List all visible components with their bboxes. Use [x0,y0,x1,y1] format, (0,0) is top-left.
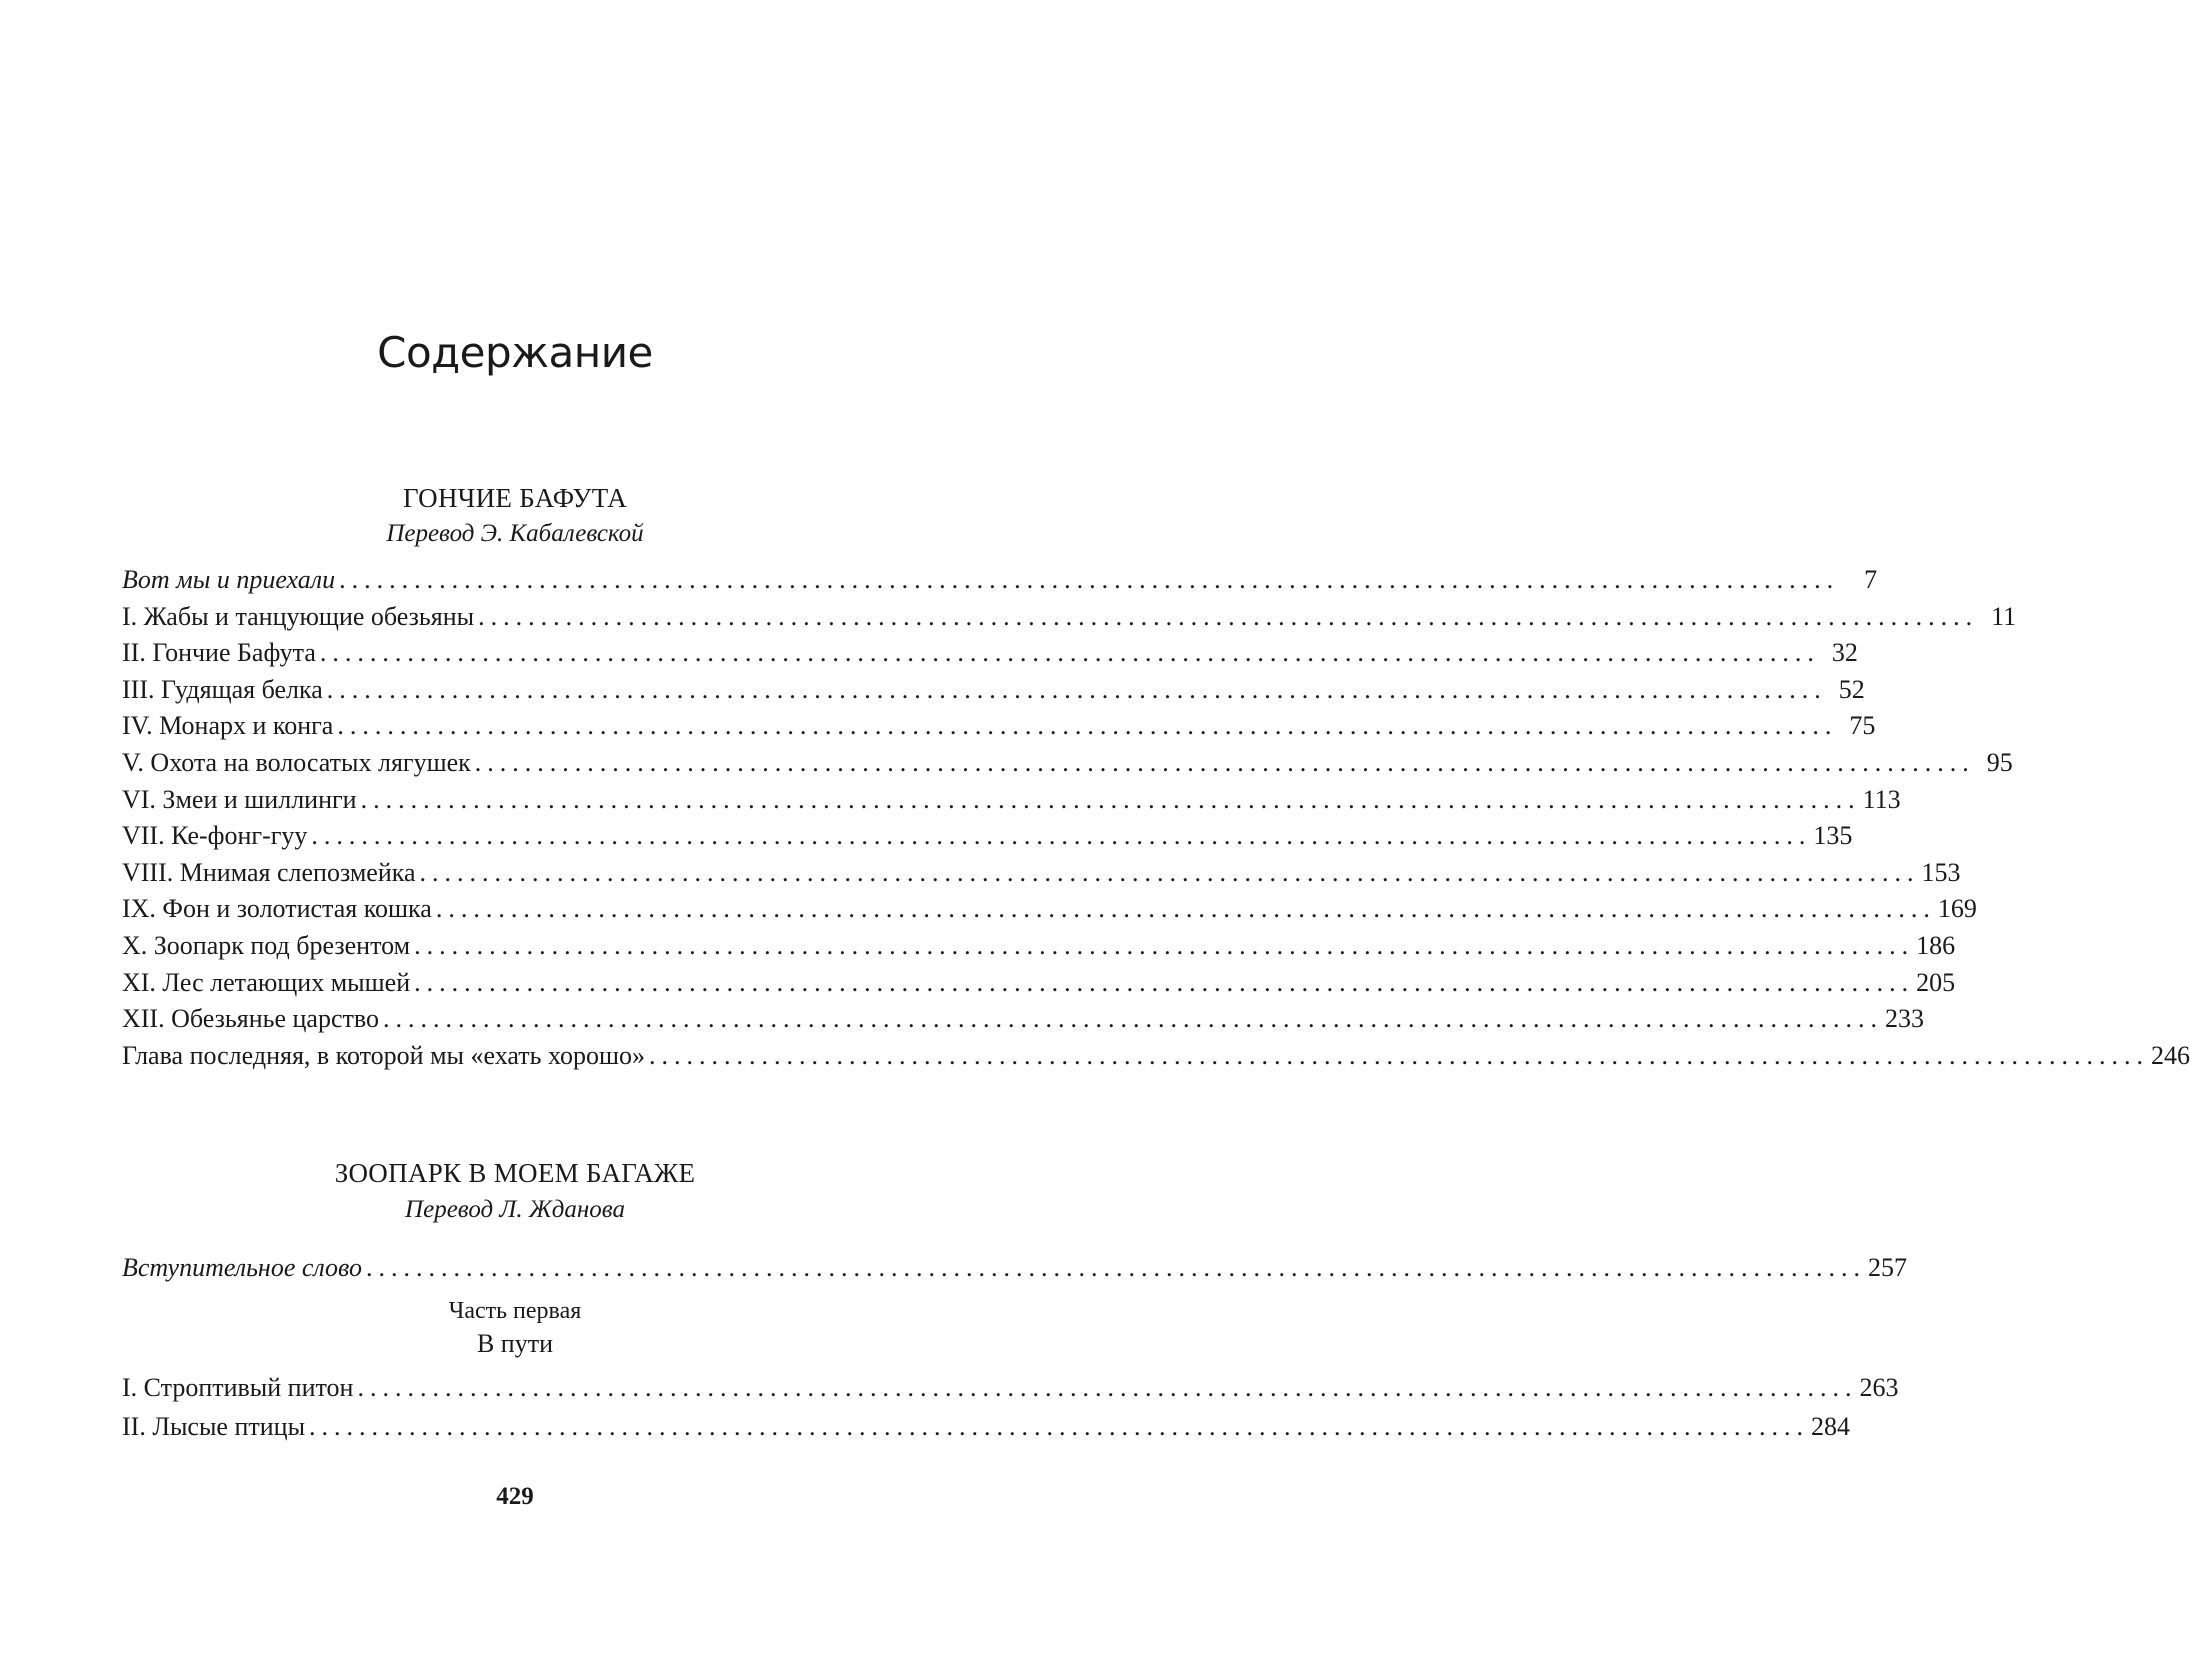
dot-leader: ........................................................................................................................ [311,821,1812,851]
toc-entry[interactable] [122,1250,1908,1287]
page-title: Содержание [377,328,653,377]
toc-entry[interactable] [122,928,1956,965]
dot-leader: ........................................................................................................................ [337,711,1838,741]
toc-entry-page: 52 [1838,674,1865,704]
toc-entry-page: 169 [1937,894,1977,924]
toc-intro [122,1250,1908,1287]
toc-entry[interactable] [122,745,2013,782]
toc-entry-label: VIII. Мнимая слепозмейка [122,857,416,887]
toc-entry[interactable] [122,1409,1851,1446]
toc-entry-label: IV. Монарх и конга [122,711,334,741]
toc-entry-page: 7 [1864,565,1878,594]
toc-entry[interactable] [122,782,1901,819]
toc-entry[interactable] [122,599,2017,636]
section-translator-zhdanov: Перевод Л. Жданова [405,1196,625,1223]
toc-entry[interactable] [122,855,1961,892]
toc-entry-page: 75 [1849,711,1876,741]
toc-entry-page: 263 [1859,1373,1899,1402]
toc-entry[interactable] [122,1370,1899,1407]
toc-entry-page: 186 [1916,930,1956,960]
toc-entry-label: XII. Обезьянье царство [122,1004,379,1034]
toc-entry-label: VII. Ке-фонг-гуу [122,821,308,851]
section-translator-kabalevskaya: Перевод Э. Кабалевской [386,520,644,547]
toc-entry-label: Глава последняя, в которой мы «ехать хорошо» [122,1040,645,1070]
toc-entry-label: I. Жабы и танцующие обезьяны [122,601,475,631]
toc-entry-label: VI. Змеи и шиллинги [122,784,357,814]
toc-entry[interactable] [122,965,1956,1002]
part-subheading: В пути [476,1329,554,1358]
toc-entry-page: 113 [1862,784,1901,814]
toc-entry-label: III. Гудящая белка [122,674,323,704]
dot-leader: ........................................................................................................................ [339,565,1840,594]
dot-leader: ........................................................................................................................ [326,674,1827,704]
toc-entry-page: 205 [1916,967,1956,997]
toc-entry-page: 135 [1813,821,1853,851]
toc-entry[interactable] [122,891,1977,928]
toc-entry-page: 246 [2150,1040,2190,1070]
toc-entry-page: 153 [1921,857,1961,887]
toc-entry[interactable] [122,1001,1924,1038]
page-number: 429 [496,1483,534,1510]
toc-entry-page: 11 [1991,601,2017,631]
toc-list-hounds-of-bafut [122,562,2190,1074]
toc-entry[interactable] [122,672,1865,709]
dot-leader: ........................................................................................................................ [382,1004,1883,1034]
toc-entry-page: 284 [1811,1411,1851,1441]
dot-leader: ........................................................................................................................ [419,857,1920,887]
toc-entry[interactable] [122,818,1853,855]
dot-leader: ........................................................................................................................ [357,1373,1858,1402]
toc-list-zoo-in-my-luggage [122,1370,1899,1445]
toc-entry-label: Вступительное слово [122,1253,363,1282]
dot-leader: ........................................................................................................................ [319,638,1820,668]
toc-entry-page: 95 [1986,747,2013,777]
dot-leader: ........................................................................................................................ [474,747,1975,777]
toc-entry-label: I. Строптивый питон [122,1373,354,1402]
toc-entry[interactable] [122,708,1876,745]
dot-leader: ........................................................................................................................ [648,1040,2149,1070]
toc-entry-page: 32 [1831,638,1858,668]
section-heading-zoo-in-my-luggage: ЗООПАРК В МОЕМ БАГАЖЕ [334,1158,696,1188]
section-heading-hounds-of-bafut: ГОНЧИЕ БАФУТА [402,483,628,513]
dot-leader: ........................................................................................................................ [360,784,1861,814]
part-heading: Часть первая [448,1298,582,1324]
toc-entry-label: IX. Фон и золотистая кошка [122,894,432,924]
toc-entry-label: V. Охота на волосатых лягушек [122,747,471,777]
toc-entry-label: Вот мы и приехали [122,565,336,594]
toc-entry-page: 233 [1884,1004,1924,1034]
dot-leader: ........................................................................................................................ [435,894,1936,924]
toc-entry-page: 257 [1868,1253,1908,1282]
toc-entry-label: XI. Лес летающих мышей [122,967,411,997]
dot-leader: ........................................................................................................................ [414,930,1915,960]
toc-entry-label: X. Зоопарк под брезентом [122,930,411,960]
toc-entry-label: II. Гончие Бафута [122,638,316,668]
toc-entry[interactable] [122,562,1878,599]
dot-leader: ........................................................................................................................ [478,601,1979,631]
toc-entry[interactable] [122,635,1858,672]
dot-leader: ........................................................................................................................ [309,1411,1810,1441]
toc-entry[interactable] [122,1038,2190,1075]
dot-leader: ........................................................................................................................ [414,967,1915,997]
toc-entry-label: II. Лысые птицы [122,1411,306,1441]
dot-leader: ........................................................................................................................ [366,1253,1867,1282]
